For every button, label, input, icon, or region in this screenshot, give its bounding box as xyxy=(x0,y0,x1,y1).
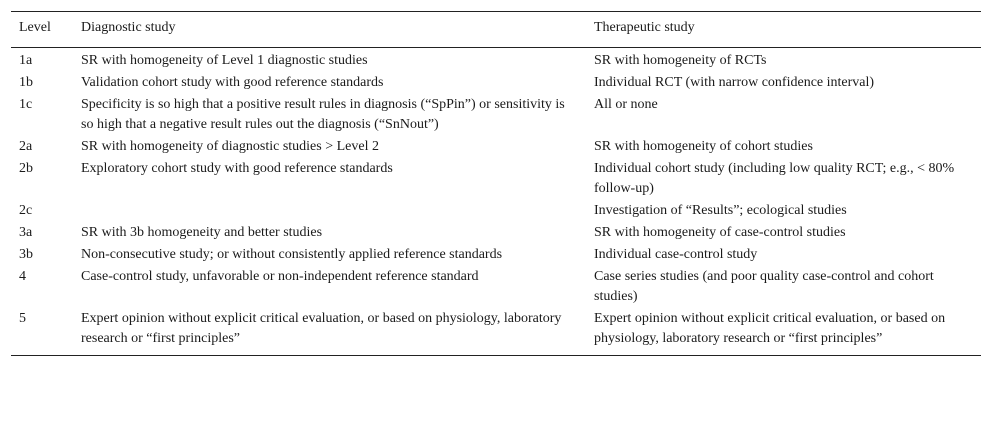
cell-diagnostic: Expert opinion without explicit critical evaluation, or based on physiology, laboratory research or “first principles” xyxy=(81,311,562,346)
table-row xyxy=(11,72,981,94)
table-row xyxy=(11,308,981,356)
table-row xyxy=(11,222,981,244)
cell-diagnostic: Exploratory cohort study with good reference standards xyxy=(81,161,393,176)
header-diagnostic-study: Diagnostic study xyxy=(81,20,176,35)
cell-level: 4 xyxy=(19,269,26,284)
evidence-levels-table-container xyxy=(11,11,981,356)
cell-diagnostic: SR with 3b homogeneity and better studies xyxy=(81,225,323,240)
cell-therapeutic: SR with homogeneity of cohort studies xyxy=(594,139,813,154)
cell-level: 3a xyxy=(19,225,33,240)
cell-diagnostic: Specificity is so high that a positive result rules in diagnosis (“SpPin”) or sensitivity is so high that a negative result rules out the diagnosis (“SnNout”) xyxy=(81,97,565,132)
cell-therapeutic: Individual RCT (with narrow confidence interval) xyxy=(594,75,875,90)
table-header xyxy=(11,12,981,48)
cell-diagnostic: Validation cohort study with good reference standards xyxy=(81,75,384,90)
cell-diagnostic: Case-control study, unfavorable or non-independent reference standard xyxy=(81,269,479,284)
cell-level: 5 xyxy=(19,311,26,326)
table-row xyxy=(11,200,981,222)
header-therapeutic-study: Therapeutic study xyxy=(594,20,695,35)
cell-therapeutic: Individual case-control study xyxy=(594,247,758,262)
table-row xyxy=(11,158,981,200)
cell-therapeutic: All or none xyxy=(594,97,658,112)
table-row xyxy=(11,94,981,136)
cell-level: 1b xyxy=(19,75,33,90)
table-body xyxy=(11,48,981,356)
header-level: Level xyxy=(19,20,51,35)
table-row xyxy=(11,48,981,73)
table-row xyxy=(11,266,981,308)
evidence-levels-table xyxy=(11,11,981,356)
cell-therapeutic: SR with homogeneity of RCTs xyxy=(594,53,767,68)
cell-level: 1a xyxy=(19,53,33,68)
cell-diagnostic xyxy=(73,200,586,222)
cell-diagnostic: Non-consecutive study; or without consistently applied reference standards xyxy=(81,247,503,262)
cell-therapeutic: Individual cohort study (including low quality RCT; e.g., < 80% follow-up) xyxy=(594,161,955,196)
table-row xyxy=(11,244,981,266)
table-row xyxy=(11,136,981,158)
cell-therapeutic: Case series studies (and poor quality case-control and cohort studies) xyxy=(594,269,934,304)
cell-level: 3b xyxy=(19,247,33,262)
cell-level: 2a xyxy=(19,139,33,154)
header-row xyxy=(11,12,981,48)
cell-therapeutic: SR with homogeneity of case-control studies xyxy=(594,225,846,240)
cell-diagnostic: SR with homogeneity of Level 1 diagnostic studies xyxy=(81,53,368,68)
cell-diagnostic: SR with homogeneity of diagnostic studies > Level 2 xyxy=(81,139,379,154)
cell-therapeutic: Investigation of “Results”; ecological studies xyxy=(594,203,847,218)
cell-level: 2c xyxy=(19,203,33,218)
cell-level: 1c xyxy=(19,97,33,112)
cell-therapeutic: Expert opinion without explicit critical evaluation, or based on physiology, laboratory research or “first principles” xyxy=(594,311,946,346)
cell-level: 2b xyxy=(19,161,33,176)
